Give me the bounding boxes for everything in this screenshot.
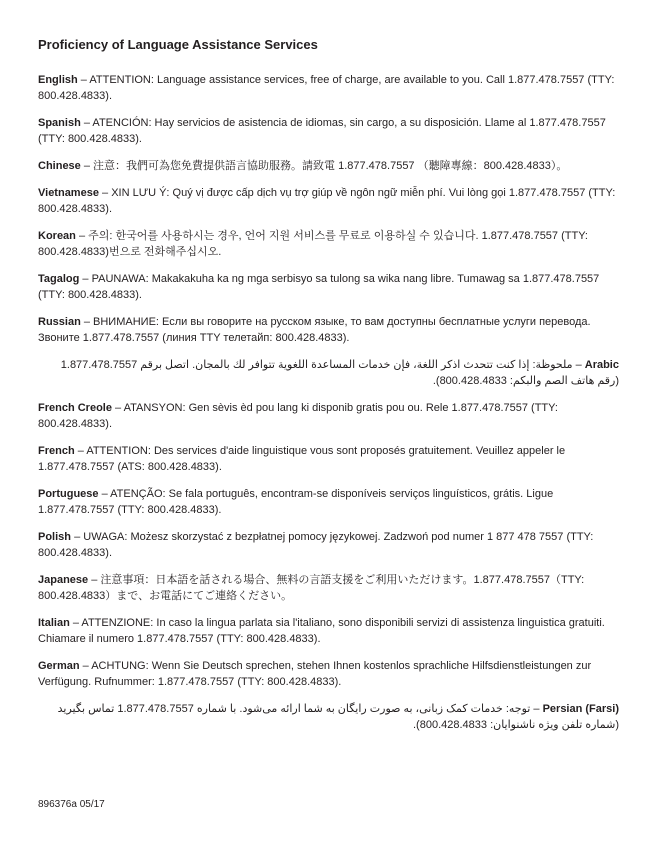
notice-text: توجه: خدمات کمک زبانی، به صورت رایگان به شما ارائه می‌شود. با شماره 1.877.478.7557 تماس بگیرید (شماره تلفن ویژه ناشنوایان: 800.428.4833). xyxy=(57,703,619,731)
separator: – xyxy=(75,230,89,242)
entry-persian xyxy=(38,701,623,733)
separator: – xyxy=(71,531,84,543)
entry-japanese xyxy=(38,572,623,604)
notice-text: ملحوظة: إذا كنت تتحدث اذكر اللغة، فإن خدمات المساعدة اللغوية تتوافر لك بالمجان. اتصل برقم 1.877.478.7557 (رقم هاتف الصم والبكم: 800.428.4833). xyxy=(60,359,619,387)
language-entries xyxy=(38,61,623,742)
separator: – xyxy=(79,273,92,285)
language-name: Persian (Farsi) xyxy=(542,703,619,715)
separator: – xyxy=(80,160,94,172)
separator: – xyxy=(111,402,124,414)
language-name: Arabic xyxy=(584,359,619,371)
notice-text: ACHTUNG: Wenn Sie Deutsch sprechen, stehen Ihnen kostenlos sprachliche Hilfsdienstleistungen zur Verfügung. Rufnummer: 1.877.478.7557 (TTY: 800.428.4833). xyxy=(38,660,592,688)
entry-vietnamese xyxy=(38,185,623,217)
separator: – xyxy=(80,316,94,328)
notice-text: UWAGA: Możesz skorzystać z bezpłatnej pomocy językowej. Zadzwoń pod numer 1 877 478 7557 (TTY: 800.428.4833). xyxy=(38,531,594,559)
separator: – xyxy=(74,445,87,457)
page-title: Proficiency of Language Assistance Services xyxy=(38,37,318,52)
entry-russian xyxy=(38,314,623,346)
notice-text: 注意：我們可為您免費提供語言協助服務。請致電 1.877.478.7557 （聽障專線：800.428.4833）。 xyxy=(93,160,568,172)
notice-text: ATTENTION: Des services d'aide linguistique vous sont proposés gratuitement. Veuillez appeler le 1.877.478.7557 (ATS: 800.428.4833). xyxy=(38,445,566,473)
notice-text: ATTENZIONE: In caso la lingua parlata sia l'italiano, sono disponibili servizi di assistenza linguistica gratuiti. Chiamare il numero 1.877.478.7557 (TTY: 800.428.4833). xyxy=(38,617,605,645)
notice-text: ВНИМАНИЕ: Если вы говорите на русском языке, то вам доступны бесплатные услуги перевода. Звоните 1.877.478.7557 (линия TTY телетайп: 800.428.4833). xyxy=(38,316,591,344)
separator: – xyxy=(79,660,92,672)
notice-text: PAUNAWA: Makakakuha ka ng mga serbisyo sa tulong sa wika nang libre. Tumawag sa 1.877.478.7557 (TTY: 800.428.4833). xyxy=(38,273,600,301)
notice-text: ATANSYON: Gen sèvis èd pou lang ki disponib gratis pou ou. Rele 1.877.478.7557 (TTY: 800.428.4833). xyxy=(38,402,558,430)
notice-text: 注意事項：日本語を話される場合、無料の言語支援をご利用いただけます。1.877.478.7557（TTY: 800.428.4833）まで、お電話にてご連絡ください。 xyxy=(38,574,585,602)
language-name: Italian xyxy=(38,617,70,629)
language-name: Tagalog xyxy=(38,273,80,285)
entry-spanish xyxy=(38,115,623,147)
notice-text: XIN LƯU Ý: Quý vị được cấp dịch vụ trợ giúp về ngôn ngữ miễn phí. Vui lòng gọi 1.877.478.7557 (TTY: 800.428.4833). xyxy=(38,187,616,215)
entry-korean xyxy=(38,228,623,260)
entry-french-creole xyxy=(38,400,623,432)
entry-german xyxy=(38,658,623,690)
entry-english xyxy=(38,72,623,104)
separator: – xyxy=(530,703,543,715)
language-name: Chinese xyxy=(38,160,81,172)
language-name: Spanish xyxy=(38,117,81,129)
notice-text: ATENCIÓN: Hay servicios de asistencia de idiomas, sin cargo, a su disposición. Llame al 1.877.478.7557 (TTY: 800.428.4833). xyxy=(38,117,606,145)
entry-tagalog xyxy=(38,271,623,303)
document-code: 896376a 05/17 xyxy=(38,799,105,810)
entry-polish xyxy=(38,529,623,561)
entry-chinese xyxy=(38,158,623,174)
separator: – xyxy=(69,617,82,629)
language-name: Vietnamese xyxy=(38,187,99,199)
separator: – xyxy=(572,359,585,371)
language-name: French Creole xyxy=(38,402,112,414)
language-name: German xyxy=(38,660,80,672)
notice-text: ATENÇÃO: Se fala português, encontram-se disponíveis serviços linguísticos, grátis. Ligue 1.877.478.7557 (TTY: 800.428.4833). xyxy=(38,488,554,516)
entry-arabic xyxy=(38,357,623,389)
entry-french xyxy=(38,443,623,475)
separator: – xyxy=(77,74,90,86)
notice-text: 주의: 한국어를 사용하시는 경우, 언어 지원 서비스를 무료로 이용하실 수 있습니다. 1.877.478.7557 (TTY: 800.428.4833)번으로 전화해주십시오. xyxy=(38,230,588,258)
separator: – xyxy=(80,117,93,129)
separator: – xyxy=(88,574,101,586)
separator: – xyxy=(98,488,111,500)
separator: – xyxy=(98,187,112,199)
language-name: Portuguese xyxy=(38,488,99,500)
language-name: Korean xyxy=(38,230,76,242)
language-name: French xyxy=(38,445,75,457)
entry-italian xyxy=(38,615,623,647)
language-name: Japanese xyxy=(38,574,89,586)
language-name: Russian xyxy=(38,316,81,328)
language-name: Polish xyxy=(38,531,72,543)
language-name: English xyxy=(38,74,78,86)
notice-text: ATTENTION: Language assistance services, free of charge, are available to you. Call 1.877.478.7557 (TTY: 800.428.4833). xyxy=(38,74,615,102)
entry-portuguese xyxy=(38,486,623,518)
